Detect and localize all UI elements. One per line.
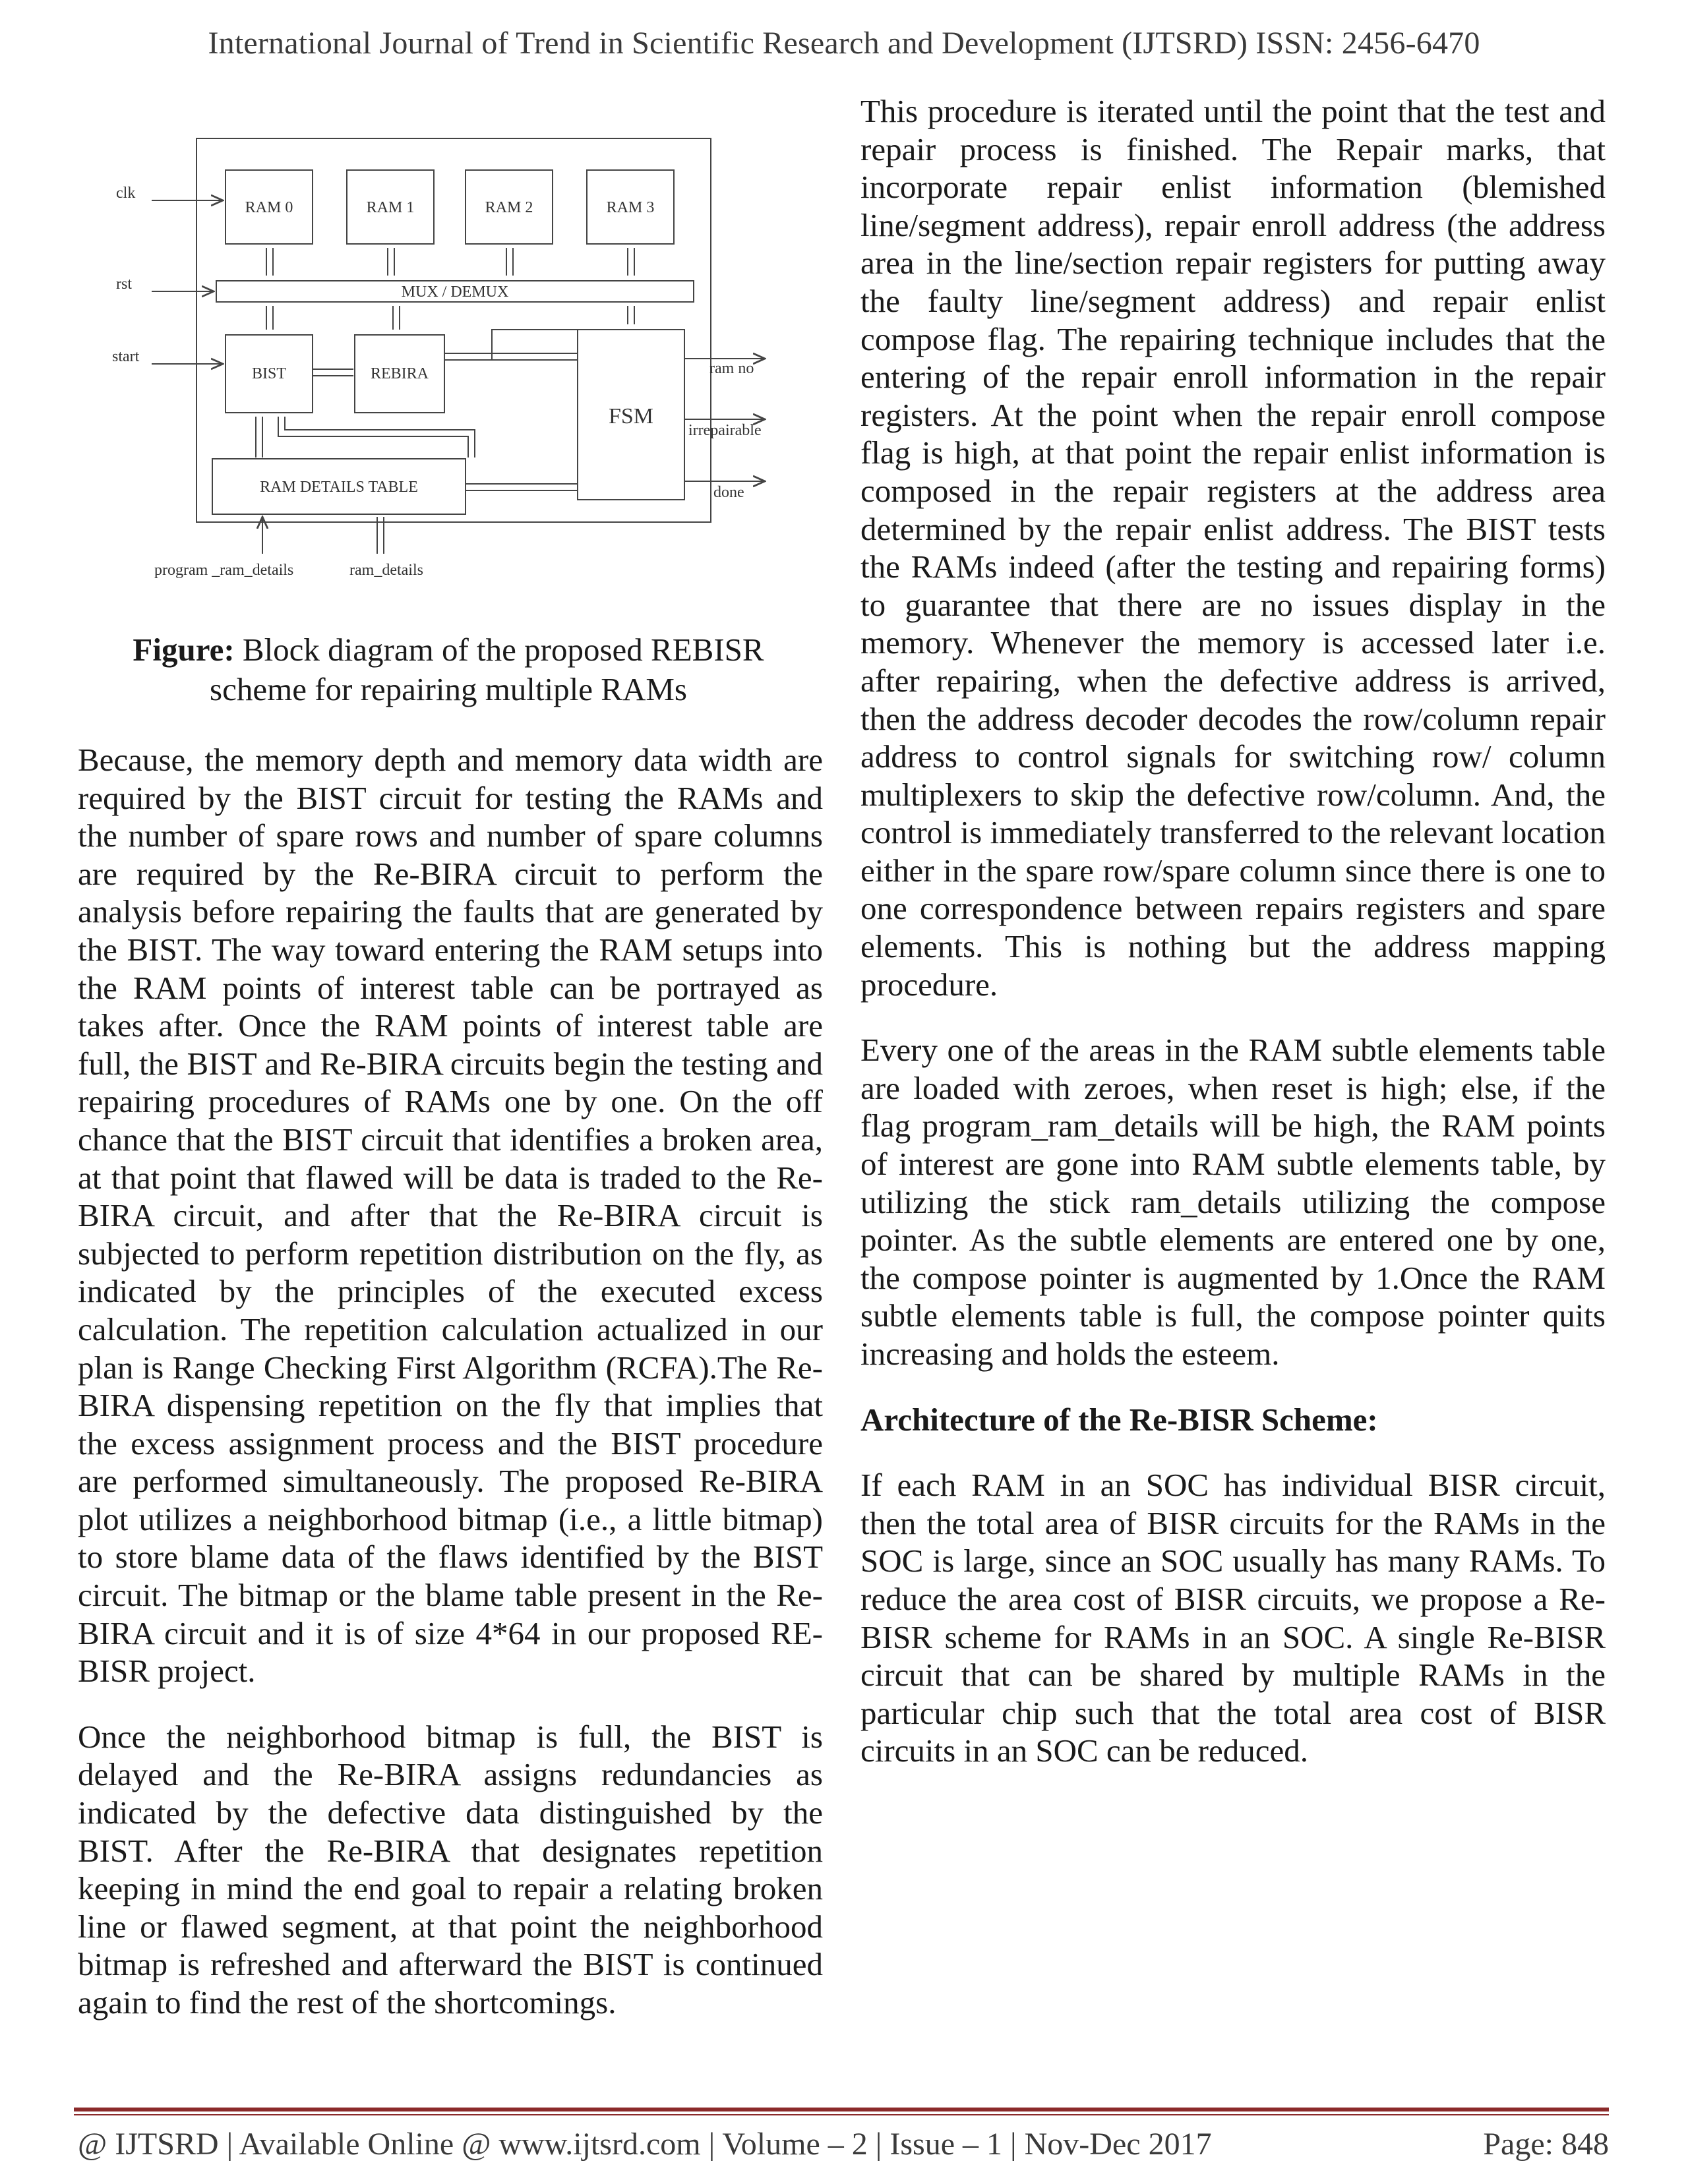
block-diagram	[112, 132, 811, 593]
left-paragraph-1: Because, the memory depth and memory data width are required by the BIST circuit for testing the RAMs and the number of spare rows and number of spare columns are required by the Re-BIRA circuit to perform the analysis before repairing the faults that are generated by the BIST. The way toward entering the RAM setups into the RAM points of interest table can be portrayed as takes after. Once the RAM points of interest table are full, the BIST and Re-BIRA circuits begin the testing and repairing procedures of RAMs one by one. On the off chance that the BIST circuit that identifies a broken area, at that point that flawed will be data is traded to the Re-BIRA circuit, and after that the Re-BIRA circuit is subjected to perform repetition distribution on the fly, as indicated by the principles of the executed excess calculation. The repetition calculation actualized in our plan is Range Checking First Algorithm (RCFA).The Re-BIRA dispensing repetition on the fly that implies that the excess assignment process and the BIST procedure are performed simultaneously. The proposed Re-BIRA plot utilizes a neighborhood bitmap (i.e., a little bitmap) to store blame data of the flaws identified by the BIST circuit. The bitmap or the blame table present in the Re-BIRA circuit and it is of size 4*64 in our proposed RE-BISR project.	[78, 742, 823, 1690]
footer-rule-thin	[74, 2114, 1609, 2115]
irrepairable-label: irrepairable	[688, 422, 762, 439]
footer-rule	[74, 2108, 1609, 2111]
caption-label: Figure:	[133, 632, 235, 668]
done-label: done	[713, 484, 744, 501]
ram-1-label: RAM 1	[366, 199, 415, 216]
clk-label: clk	[116, 185, 136, 202]
right-column	[860, 92, 1606, 1770]
ram-no-label: ram no	[709, 360, 754, 377]
rebira-label: REBIRA	[370, 365, 429, 382]
ram-3-label: RAM 3	[606, 199, 655, 216]
page-number: Page: 848	[1483, 2127, 1609, 2162]
journal-header: International Journal of Trend in Scientific Research and Development (IJTSRD) ISSN: 2456-6470	[208, 26, 1480, 61]
mux-demux-label: MUX / DEMUX	[401, 283, 509, 301]
left-column	[78, 741, 823, 2022]
start-label: start	[112, 348, 140, 365]
section-heading: Architecture of the Re-BISR Scheme:	[860, 1401, 1378, 1438]
caption-text: Block diagram of the proposed REBISR scheme for repairing multiple RAMs	[210, 632, 764, 707]
right-paragraph-1: This procedure is iterated until the point that the test and repair process is finished. The Repair marks, that incorporate repair enlist information (blemished line/segment address), repair enroll address (the address area in the line/section repair registers for putting away the faulty line/segment address) and repair enlist compose flag. The repairing technique includes that the entering of the repair enroll information in the repair registers. At the point when the repair enroll compose flag is high, at that point the repair enlist information is composed in the repair registers at the address area determined by the repair enlist address. The BIST tests the RAMs indeed (after the testing and repairing forms) to guarantee that there are no issues display in the memory. Whenever the memory is accessed later i.e. after repairing, when the defective address is arrived, then the address decoder decodes the row/column repair address to control signals for switching row/ column multiplexers to skip the defective row/column. And, the control is immediately transferred to the relevant location either in the spare row/spare column since there is one to one correspondence between repairs registers and spare elements. This is nothing but the address mapping procedure.	[860, 93, 1606, 1003]
ram-2-label: RAM 2	[485, 199, 533, 216]
fsm-label: FSM	[608, 404, 654, 428]
right-paragraph-3: If each RAM in an SOC has individual BISR circuit, then the total area of BISR circuits for the RAMs in the SOC is large, since an SOC usually has many RAMs. To reduce the area cost of BISR circuits, we propose a Re-BISR scheme for RAMs in an SOC. A single Re-BISR circuit that can be shared by multiple RAMs in the particular chip such that the total area cost of BISR circuits in an SOC can be reduced.	[860, 1467, 1606, 1769]
left-paragraph-2: Once the neighborhood bitmap is full, the BIST is delayed and the Re-BIRA assigns redundancies as indicated by the defective data distinguished by the BIST. After the Re-BIRA that designates repetition keeping in mind the end goal to repair a relating broken line or flawed segment, at that point the neighborhood bitmap is refreshed and afterward the BIST is continued again to find the rest of the shortcomings.	[78, 1718, 823, 2021]
footer-citation: @ IJTSRD | Available Online @ www.ijtsrd.com | Volume – 2 | Issue – 1 | Nov-Dec 2017	[78, 2127, 1212, 2162]
ram-details-label: ram_details	[349, 562, 423, 579]
figure-caption	[86, 630, 811, 709]
table-label: RAM DETAILS TABLE	[260, 479, 418, 496]
bist-label: BIST	[251, 365, 287, 382]
program-ram-details-label: program _ram_details	[154, 562, 294, 579]
ram-0-label: RAM 0	[245, 199, 293, 216]
right-paragraph-2: Every one of the areas in the RAM subtle elements table are loaded with zeroes, when reset is high; else, if the flag program_ram_details will be high, the RAM points of interest are gone into RAM subtle elements table, by utilizing the stick ram_details utilizing the compose pointer. As the subtle elements are entered one by one, the compose pointer is augmented by 1.Once the RAM subtle elements table is full, the compose pointer quits increasing and holds the esteem.	[860, 1032, 1606, 1372]
rst-label: rst	[116, 276, 132, 293]
